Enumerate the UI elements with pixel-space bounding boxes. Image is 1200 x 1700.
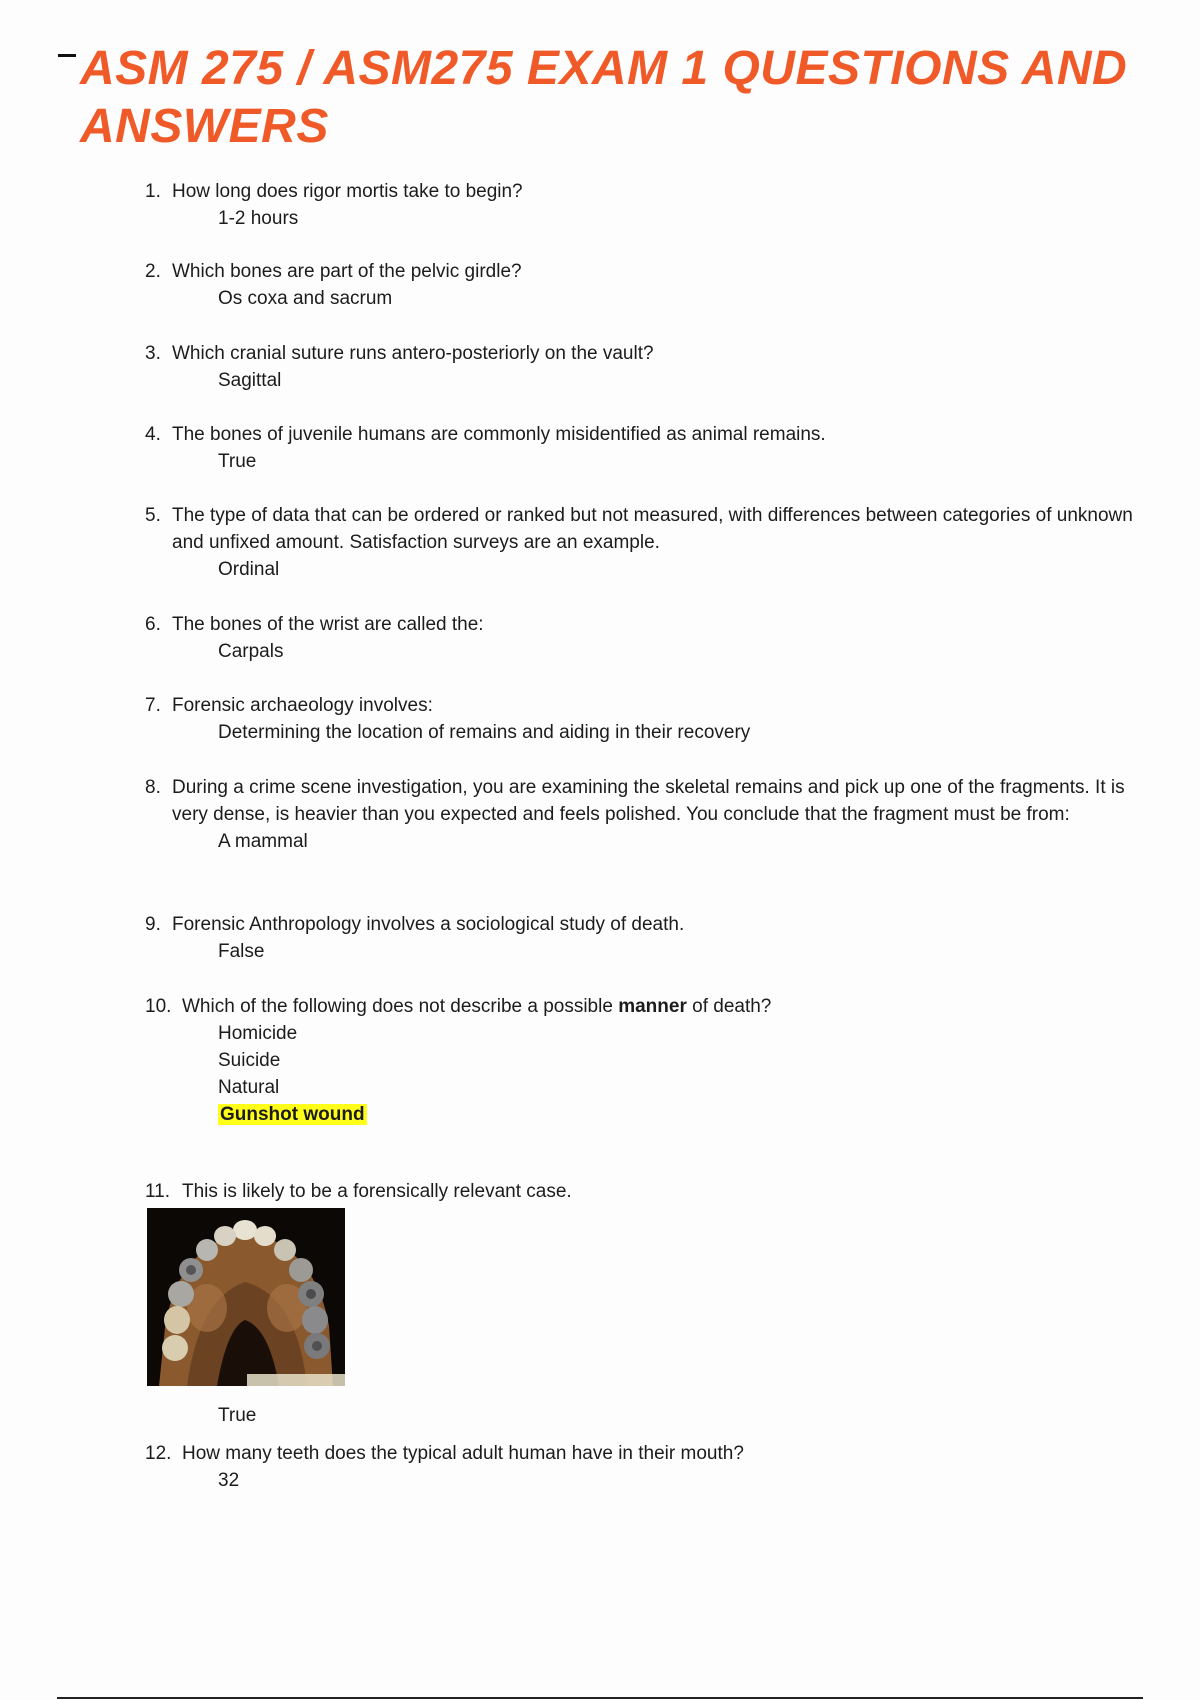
corner-dash — [58, 54, 76, 57]
question-item — [145, 692, 1145, 746]
answer-text: True — [218, 451, 257, 472]
question-number: 5. — [145, 505, 161, 526]
option-text: Natural — [218, 1077, 280, 1098]
question-text: 12. How many teeth does the typical adult human have in their mouth? — [145, 1440, 1145, 1467]
answer-text: Carpals — [218, 641, 284, 662]
option-text: Suicide — [218, 1050, 281, 1071]
answer-text: 32 — [218, 1470, 240, 1491]
question-number: 8. — [145, 777, 161, 798]
answer-text: 1-2 hours — [218, 208, 299, 229]
question-text: 5. The type of data that can be ordered or ranked but not measured, with differences between categories of unknown and unfixed amount. Satisfaction surveys are an example. — [145, 502, 1145, 556]
document-title: ASM 275 / ASM275 EXAM 1 QUESTIONS AND ANSWERS — [80, 42, 1128, 153]
answer-text: False — [218, 941, 265, 962]
question-item — [145, 340, 1145, 394]
answer-text: True — [218, 1405, 257, 1426]
question-text: 4. The bones of juvenile humans are commonly misidentified as animal remains. — [145, 421, 1145, 448]
question-number: 2. — [145, 261, 161, 282]
answer-block — [145, 1402, 1145, 1429]
question-number: 3. — [145, 343, 161, 364]
question-item — [145, 1440, 1145, 1494]
emphasis-manner: manner — [618, 996, 687, 1017]
question-item — [145, 911, 1145, 965]
bottom-rule — [57, 1697, 1143, 1699]
question-number: 10. — [145, 996, 172, 1017]
question-text: 8. During a crime scene investigation, you are examining the skeletal remains and pick up one of the fragments. It is very dense, is heavier than you expected and feels polished. You conclude that the fragment must be from: — [145, 774, 1145, 828]
answer-text: Sagittal — [218, 370, 282, 391]
question-text: 7. Forensic archaeology involves: — [145, 692, 1145, 719]
question-number: 11. — [145, 1181, 171, 1202]
question-text: 11. This is likely to be a forensically relevant case. — [145, 1178, 1145, 1205]
question-number: 6. — [145, 614, 161, 635]
question-number: 4. — [145, 424, 161, 445]
question-text: 10. Which of the following does not describe a possible manner of death? — [145, 993, 1145, 1020]
question-item — [145, 611, 1145, 665]
question-number: 1. — [145, 181, 161, 202]
highlighted-answer — [145, 1101, 1145, 1128]
question-item — [145, 774, 1145, 855]
answer-text: A mammal — [218, 831, 308, 852]
answer-text: Ordinal — [218, 559, 280, 580]
answer-text: Determining the location of remains and aiding in their recovery — [218, 722, 751, 743]
question-item — [145, 258, 1145, 312]
question-text: 1. How long does rigor mortis take to begin? — [145, 178, 1145, 205]
question-item — [145, 421, 1145, 475]
question-number: 7. — [145, 695, 161, 716]
question-item — [145, 502, 1145, 583]
question-number: 12. — [145, 1443, 172, 1464]
question-text: 6. The bones of the wrist are called the: — [145, 611, 1145, 638]
answer-text: Os coxa and sacrum — [218, 288, 393, 309]
question-text: 2. Which bones are part of the pelvic girdle? — [145, 258, 1145, 285]
option-text: Homicide — [218, 1023, 298, 1044]
question-item — [145, 1178, 1145, 1205]
maxilla-photo — [147, 1208, 345, 1386]
highlight-mark: Gunshot wound — [220, 1104, 365, 1125]
question-text: 9. Forensic Anthropology involves a sociological study of death. — [145, 911, 1145, 938]
question-text: 3. Which cranial suture runs antero-posteriorly on the vault? — [145, 340, 1145, 367]
question-number: 9. — [145, 914, 161, 935]
question-item — [145, 178, 1145, 232]
question-item — [145, 993, 1145, 1128]
maxilla-illustration — [147, 1208, 345, 1386]
